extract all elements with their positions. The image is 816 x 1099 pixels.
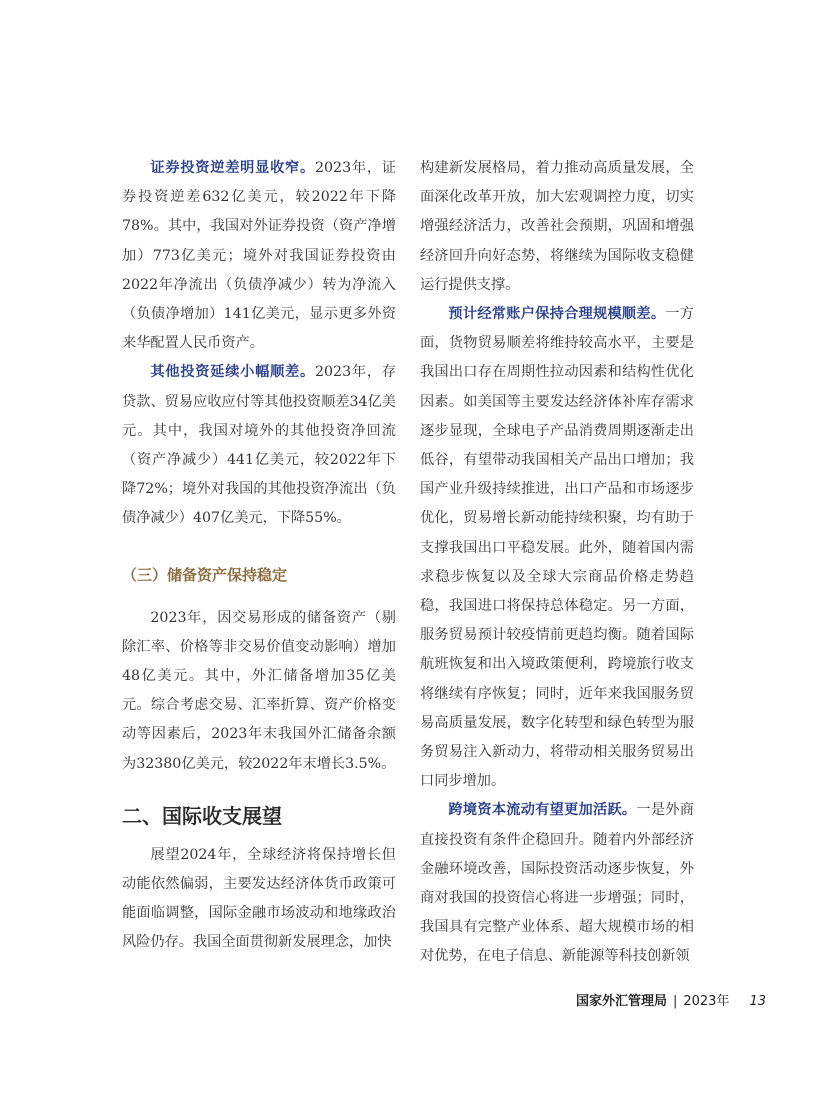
footer-year: 2023年: [683, 994, 730, 1009]
paragraph-outlook: 展望2024年，全球经济将保持增长但动能依然偏弱，主要发达经济体货币政策可能面临调整，国际金融市场波动和地缘政治风险仍存。我国全面贯彻新发展理念，加快: [122, 846, 396, 951]
paragraph-body: 一是外商直接投资有条件企稳回升。随着内外部经济金融环境改善，国际投资活动逐步恢复，外商对我国的投资信心将进一步增强；同时，我国具有完整产业体系、超大规模市场的相对优势，在电子信息、新能源等科技创新领: [420, 802, 694, 965]
page-number: 13: [749, 994, 766, 1009]
paragraph-outlook-continued: 构建新发展格局，着力推动高质量发展，全面深化改革开放，加大宏观调控力度，切实增强经济活力，改善社会预期，巩固和增强经济回升向好态势，将继续为国际收支稳健运行提供支撑。: [420, 160, 694, 293]
paragraph-lead: 预计经常账户保持合理规模顺差。: [448, 306, 666, 323]
paragraph-lead: 证券投资逆差明显收窄。: [150, 160, 315, 176]
paragraph-capital-flows: [420, 796, 694, 971]
subsection-heading: （三）储备资产保持稳定: [122, 565, 288, 584]
page-footer: [576, 990, 766, 1009]
paragraph-securities: [122, 154, 396, 358]
footer-organization: 国家外汇管理局: [575, 994, 667, 1009]
paragraph-current-account: [420, 300, 694, 796]
left-column: [122, 154, 396, 958]
right-column: [420, 154, 694, 972]
paragraph-body: 2023年，证券投资逆差632亿美元，较2022年下降78%。其中，我国对外证券投资（资产净增加）773亿美元；境外对我国证券投资由2022年净流出（负债净减少）转为净流入（负债净增加）141亿美元，显示更多外资来华配置人民币资产。: [122, 160, 396, 352]
section-heading: 二、国际收支展望: [122, 803, 282, 828]
paragraph-lead: 其他投资延续小幅顺差。: [150, 364, 315, 381]
footer-separator: |: [672, 994, 678, 1009]
paragraph-lead: 跨境资本流动有望更加活跃。: [448, 802, 637, 819]
paragraph-body: 一方面，货物贸易顺差将维持较高水平，主要是我国出口存在周期性拉动因素和结构性优化因素。如美国等主要发达经济体补库存需求逐步显现，全球电子产品消费周期逐渐走出低谷，有望带动我国相关产品出口增加；我国产业升级持续推进，出口产品和市场逐步优化，贸易增长新动能持续积聚，均有助于支撑我国出口平稳发展。此外，随着国内需求稳步恢复以及全球大宗商品价格走势趋稳，我国进口将保持总体稳定。另一方面，服务贸易预计较疫情前更趋均衡。随着国际航班恢复和出入境政策便利，跨境旅行收支将继续有序恢复；同时，近年来我国服务贸易高质量发展，数字化转型和绿色转型为服务贸易注入新动力，将带动相关服务贸易出口同步增加。: [420, 306, 694, 790]
paragraph-other-investment: [122, 358, 396, 533]
paragraph-reserves: 2023年，因交易形成的储备资产（剔除汇率、价格等非交易价值变动影响）增加48亿美元。其中，外汇储备增加35亿美元。综合考虑交易、汇率折算、资产价格变动等因素后，2023年末我国外汇储备余额为32380亿美元，较2022年末增长3.5%。: [122, 609, 396, 772]
paragraph-body: 2023年，存贷款、贸易应收应付等其他投资顺差34亿美元。其中，我国对境外的其他投资净回流（资产净减少）441亿美元，较2022年下降72%；境外对我国的其他投资净流出（负债净减少）407亿美元，下降55%。: [122, 364, 396, 527]
